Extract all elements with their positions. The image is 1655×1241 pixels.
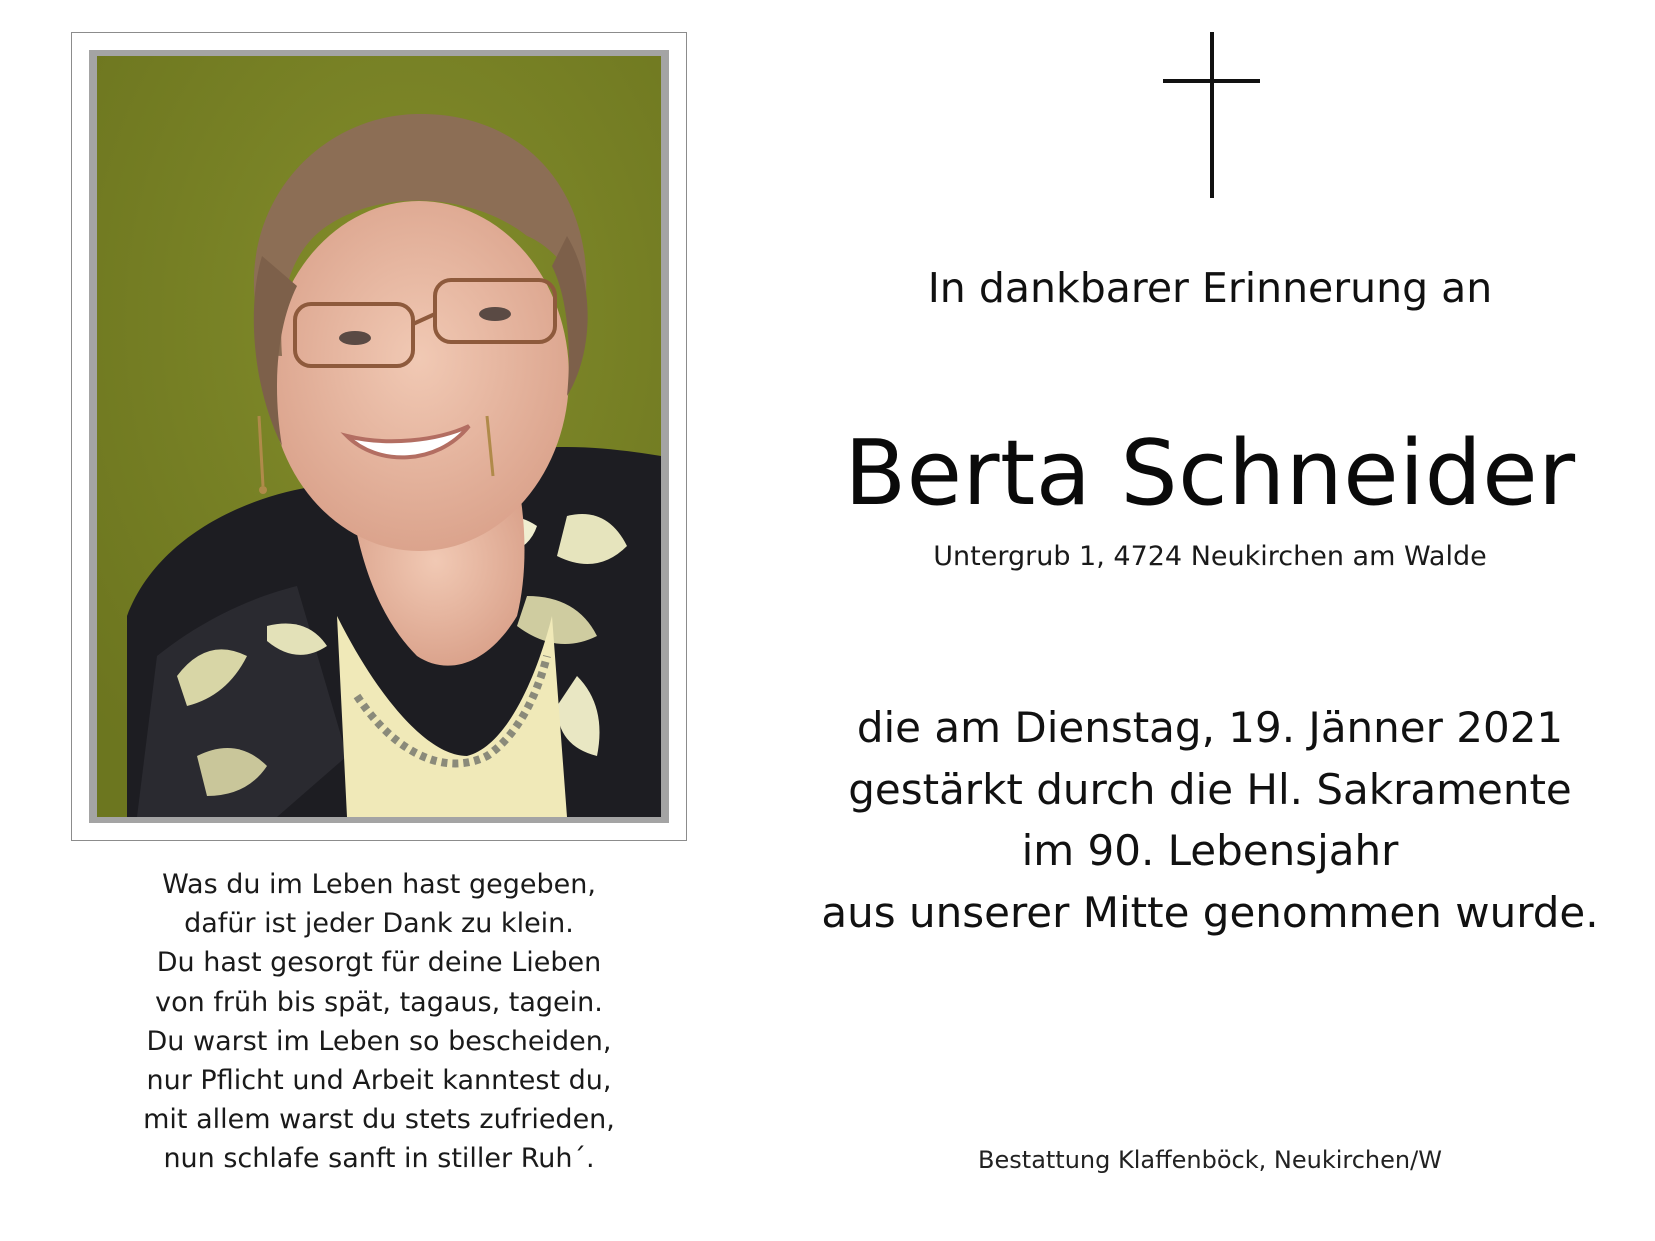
death-notice-line: gestärkt durch die Hl. Sakramente [848,764,1572,814]
address-text: Untergrub 1, 4724 Neukirchen am Walde [933,541,1487,572]
portrait-photo [97,56,661,817]
poem-line: dafür ist jeder Dank zu klein. [184,908,574,940]
dedication-text: In dankbarer Erinnerung an [927,264,1493,312]
poem-line: Du hast gesorgt für deine Lieben [156,947,602,979]
death-notice-line: die am Dienstag, 19. Jänner 2021 [856,703,1564,752]
death-notice-line: im 90. Lebensjahr [1021,826,1399,875]
poem-line: nur Pflicht und Arbeit kanntest du, [146,1065,612,1097]
poem [71,865,687,1179]
undertaker-text: Bestattung Klaffenböck, Neukirchen/W [978,1146,1442,1174]
poem-line: mit allem warst du stets zufrieden, [143,1104,615,1136]
deceased-name: Berta Schneider [844,421,1576,526]
death-notice [780,697,1640,943]
poem-line: nun schlafe sanft in stiller Ruh´. [163,1143,595,1175]
cross-icon-vertical-bar [1210,32,1214,198]
death-notice-line: aus unserer Mitte genommen wurde. [821,887,1599,937]
poem-line: von früh bis spät, tagaus, tagein. [155,986,603,1018]
cross-icon-horizontal-bar [1163,79,1260,83]
portrait-frame [71,32,687,841]
poem-line: Du warst im Leben so bescheiden, [146,1025,612,1057]
portrait-mat [89,50,669,823]
poem-line: Was du im Leben hast gegeben, [162,869,596,900]
portrait-illustration [97,56,661,817]
